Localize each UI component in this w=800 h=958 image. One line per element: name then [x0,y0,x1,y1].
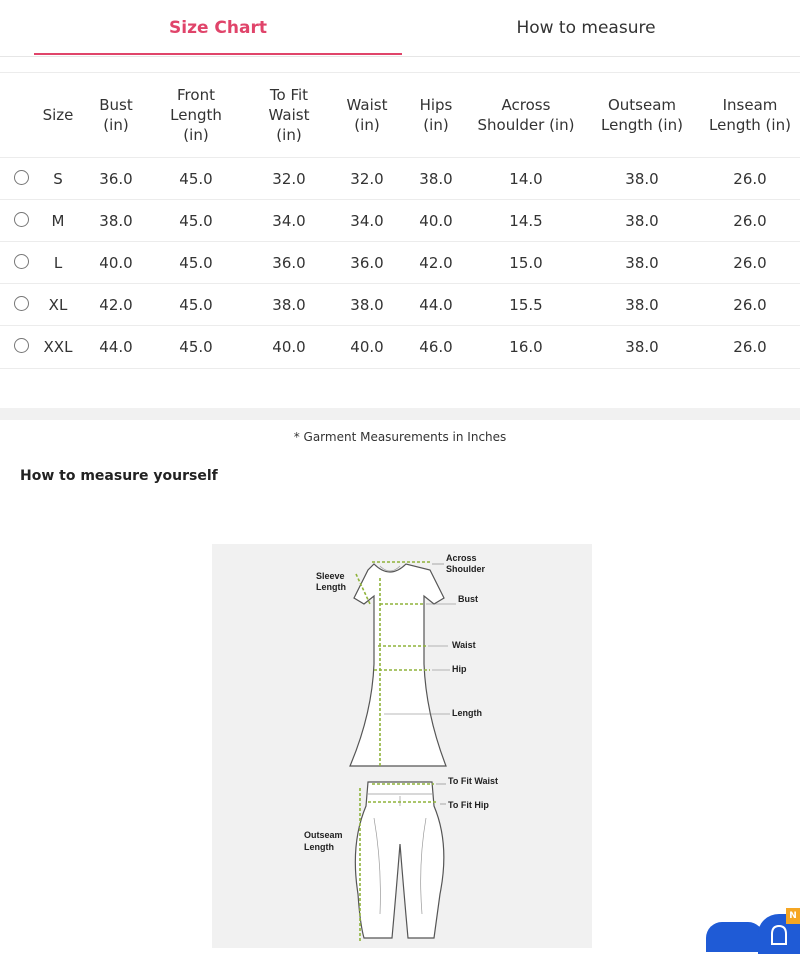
column-header-size: Size [42,106,74,124]
to-fit-waist-cell: 38.0 [272,296,306,314]
front-length-cell: 45.0 [179,212,213,230]
inseam-cell: 26.0 [733,170,767,188]
front-length-cell: 45.0 [179,170,213,188]
outseam-cell: 38.0 [625,170,659,188]
outseam-cell: 38.0 [625,296,659,314]
tab-bar [0,0,800,57]
to-fit-waist-cell: 32.0 [272,170,306,188]
column-header-hips: Hips (in) [419,96,453,134]
across-shoulder-cell: 14.0 [509,170,543,188]
front-length-cell: 45.0 [179,296,213,314]
outseam-cell: 38.0 [625,254,659,272]
tab-how-to-measure[interactable]: How to measure [516,18,656,38]
label-bust: Bust [458,594,478,604]
column-header-waist: Waist (in) [346,96,388,134]
size-radio-s[interactable] [14,170,29,185]
waist-cell: 36.0 [350,254,384,272]
bust-cell: 44.0 [99,338,133,356]
table-row[interactable] [0,283,800,326]
column-header-front-length: Front Length (in) [170,86,222,144]
table-row[interactable] [0,157,800,200]
measurement-diagram [212,544,592,948]
to-fit-waist-cell: 40.0 [272,338,306,356]
hips-cell: 44.0 [419,296,453,314]
size-cell: XL [48,296,68,314]
inseam-cell: 26.0 [733,254,767,272]
size-radio-m[interactable] [14,212,29,227]
label-sleeve-1: Sleeve [316,571,345,581]
label-outseam-1: Outseam [304,830,343,840]
how-to-measure-title: How to measure yourself [20,468,218,484]
label-waist: Waist [452,640,476,650]
size-cell: XXL [43,338,73,356]
column-header-outseam-length: Outseam Length (in) [601,96,683,134]
bust-cell: 36.0 [99,170,133,188]
across-shoulder-cell: 15.5 [509,296,543,314]
tab-size-chart[interactable]: Size Chart [169,18,267,38]
waist-cell: 40.0 [350,338,384,356]
kurta-outline [350,564,446,766]
table-row[interactable] [0,325,800,369]
label-length: Length [452,708,482,718]
column-header-across-shoulder: Across Shoulder (in) [477,96,575,134]
inseam-cell: 26.0 [733,338,767,356]
to-fit-waist-cell: 34.0 [272,212,306,230]
across-shoulder-cell: 14.5 [509,212,543,230]
waist-cell: 32.0 [350,170,384,188]
front-length-cell: 45.0 [179,338,213,356]
table-row[interactable] [0,199,800,242]
column-header-inseam-length: Inseam Length (in) [709,96,791,134]
across-shoulder-cell: 15.0 [509,254,543,272]
label-to-fit-hip: To Fit Hip [448,800,489,810]
hips-cell: 42.0 [419,254,453,272]
front-length-cell: 45.0 [179,254,213,272]
bust-cell: 40.0 [99,254,133,272]
waist-cell: 34.0 [350,212,384,230]
outseam-cell: 38.0 [625,338,659,356]
outseam-cell: 38.0 [625,212,659,230]
notification-badge: N [786,908,800,924]
column-header-bust: Bust (in) [99,96,133,134]
across-shoulder-cell: 16.0 [509,338,543,356]
to-fit-waist-cell: 36.0 [272,254,306,272]
size-cell: M [51,212,65,230]
size-radio-l[interactable] [14,254,29,269]
hips-cell: 46.0 [419,338,453,356]
size-cell: L [53,254,63,272]
column-header-to-fit-waist: To Fit Waist (in) [268,86,310,144]
hips-cell: 40.0 [419,212,453,230]
section-divider [0,408,800,420]
garment-illustration [212,544,592,948]
size-chart-table [0,72,800,369]
label-hip: Hip [452,664,467,674]
label-across-shoulder-1: Across [446,553,477,563]
pants-outline [355,782,444,938]
label-across-shoulder-2: Shoulder [446,564,486,574]
measurement-note: * Garment Measurements in Inches [293,430,507,444]
size-radio-xxl[interactable] [14,338,29,353]
active-tab-indicator [34,53,402,55]
waist-cell: 38.0 [350,296,384,314]
inseam-cell: 26.0 [733,212,767,230]
size-radio-xl[interactable] [14,296,29,311]
hips-cell: 38.0 [419,170,453,188]
label-sleeve-2: Length [316,582,346,592]
bust-cell: 42.0 [99,296,133,314]
label-to-fit-waist: To Fit Waist [448,776,498,786]
label-outseam-2: Length [304,842,334,852]
inseam-cell: 26.0 [733,296,767,314]
size-cell: S [53,170,63,188]
bust-cell: 38.0 [99,212,133,230]
table-row[interactable] [0,241,800,284]
